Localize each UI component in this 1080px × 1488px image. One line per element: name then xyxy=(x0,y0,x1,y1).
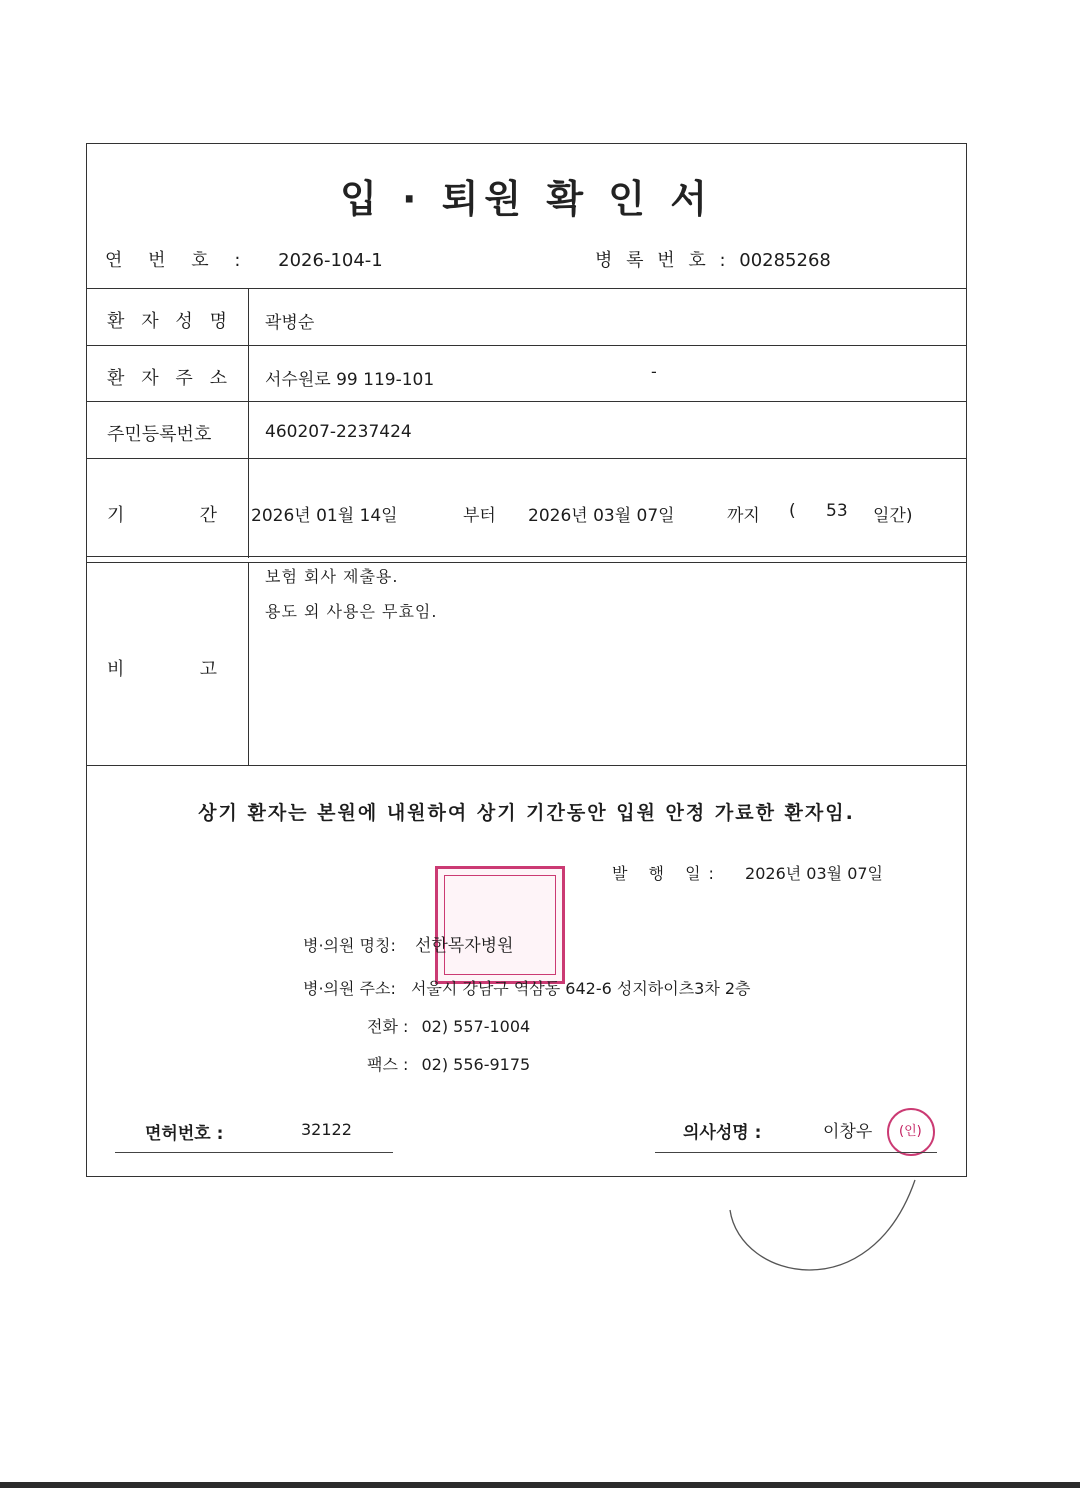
rrn-label: 주민등록번호 xyxy=(107,424,212,445)
document-title: 입 · 퇴원 확 인 서 xyxy=(340,177,713,221)
serial-value: 2026-104-1 xyxy=(278,250,383,271)
license-value: 32122 xyxy=(301,1120,352,1139)
doctor-label: 의사성명 : xyxy=(683,1123,762,1143)
doctor-name: 이창우 xyxy=(823,1122,873,1142)
divider xyxy=(87,562,966,563)
period-days-suffix: 일간) xyxy=(873,506,913,526)
remarks-line-2: 용도 외 사용은 무효임. xyxy=(265,602,438,621)
record-label: 병 록 번 호 : xyxy=(595,250,730,271)
issue-date-value: 2026년 03월 07일 xyxy=(745,864,884,883)
remarks-label: 비 고 xyxy=(107,659,217,680)
patient-name-label: 환 자 성 명 xyxy=(107,311,227,332)
column-divider xyxy=(248,288,249,558)
clinic-address-value: 서울시 강남구 역삼동 642-6 성지하이츠3차 2층 xyxy=(410,979,751,998)
clinic-fax-value: 02) 556-9175 xyxy=(421,1055,531,1074)
divider xyxy=(87,458,966,459)
clinic-phone-value: 02) 557-1004 xyxy=(421,1017,531,1036)
clinic-address-label: 병·의원 주소: xyxy=(303,979,396,998)
clinic-name-label: 병·의원 명칭: xyxy=(303,936,396,955)
signature-stroke xyxy=(720,1170,930,1300)
clinic-phone-label: 전화 : xyxy=(367,1017,409,1036)
divider xyxy=(87,556,966,557)
license-underline xyxy=(115,1152,393,1153)
doctor-seal-text: (인) xyxy=(899,1124,922,1139)
remarks-line-1: 보험 회사 제출용. xyxy=(265,567,399,586)
license-label: 면허번호 : xyxy=(145,1124,224,1144)
clinic-fax-label: 팩스 : xyxy=(367,1055,409,1074)
serial-number xyxy=(105,246,383,272)
divider xyxy=(87,401,966,402)
divider xyxy=(87,765,966,766)
issue-date xyxy=(612,861,883,884)
address-mark: - xyxy=(651,362,657,381)
clinic-seal-border xyxy=(444,875,556,975)
rrn-value: 460207-2237424 xyxy=(265,422,412,442)
divider xyxy=(87,345,966,346)
clinic-name-value: 선한목자병원 xyxy=(414,936,514,956)
period-label: 기 간 xyxy=(107,505,217,526)
clinic-seal xyxy=(435,866,565,984)
doctor-seal xyxy=(887,1108,935,1156)
clinic-fax xyxy=(367,1052,530,1075)
column-divider xyxy=(248,562,249,765)
clinic-address xyxy=(303,976,751,999)
period-open-paren: ( xyxy=(789,501,796,521)
patient-address-value: 서수원로 99 119-101 xyxy=(265,370,435,390)
bottom-edge-bar xyxy=(0,1482,1080,1488)
divider xyxy=(87,288,966,289)
period-end: 2026년 03월 07일 xyxy=(528,506,675,526)
certificate-form xyxy=(86,143,967,1177)
issue-date-label: 발 행 일: xyxy=(612,864,722,883)
period-days: 53 xyxy=(826,501,848,521)
patient-name-value: 곽병순 xyxy=(265,313,315,333)
clinic-phone xyxy=(367,1014,530,1037)
certification-statement: 상기 환자는 본원에 내원하여 상기 기간동안 입원 안정 가료한 환자임. xyxy=(198,802,855,824)
record-value: 00285268 xyxy=(739,250,831,271)
doctor-underline xyxy=(655,1152,937,1153)
period-until: 까지 xyxy=(727,506,760,526)
period-from: 부터 xyxy=(463,506,496,526)
serial-label: 연 번 호 : xyxy=(105,250,251,271)
record-number xyxy=(595,246,831,272)
patient-address-label: 환 자 주 소 xyxy=(107,368,227,389)
clinic-name xyxy=(303,931,513,956)
period-start: 2026년 01월 14일 xyxy=(251,506,398,526)
